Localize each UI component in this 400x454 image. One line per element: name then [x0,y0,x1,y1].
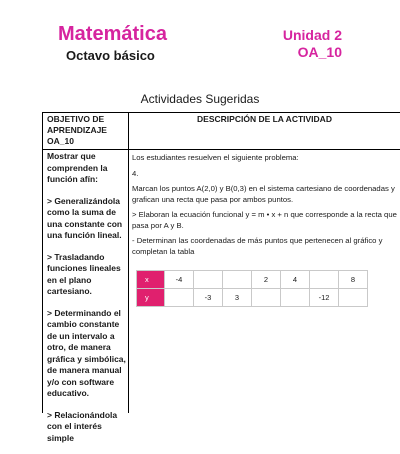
header-row-divider [43,149,400,150]
activity-description [132,153,400,262]
x-cell [310,271,339,289]
subject-title: Matemática [58,23,167,45]
x-cell: -4 [165,271,194,289]
y-cell [339,289,368,307]
oa-label: OA_10 [297,44,342,60]
y-label: y [137,289,165,307]
y-row [137,289,368,307]
x-cell [194,271,223,289]
y-cell [252,289,281,307]
unit-label: Unidad 2 [282,27,342,43]
x-cell: 8 [339,271,368,289]
objective-intro: Mostrar que comprenden la función afín: [47,151,108,184]
column-divider [128,113,129,413]
activity-description-header: DESCRIPCIÓN DE LA ACTIVIDAD [197,114,332,124]
objective-item: > Generalizándola como la suma de una constante con una función lineal. [47,195,123,240]
y-cell: -12 [310,289,339,307]
section-title: Actividades Sugeridas [140,92,260,106]
y-cell: -3 [194,289,223,307]
activity-problem: Marcan los puntos A(2,0) y B(0,3) en el sistema cartesiano de coordenadas y grafican una recta que pasa por ambos puntos. [132,184,395,204]
objective-item: > Determinando el cambio constante de un intervalo a otro, de manera gráfica y simbólica, de manera manual y/o con software educativo. [47,307,126,398]
y-cell [281,289,310,307]
activity-intro: Los estudiantes resuelven el siguiente problema: [132,153,299,162]
values-table [136,270,368,307]
x-row [137,271,368,289]
x-label: x [137,271,165,289]
activities-table [42,112,400,443]
objective-item: > Relacionándola con el interés simple [47,409,118,443]
y-cell [165,289,194,307]
x-cell [223,271,252,289]
document-header-left [58,22,167,63]
y-cell: 3 [223,289,252,307]
objective-header: OBJETIVO DE APRENDIZAJE OA_10 [47,114,107,146]
objective-item: > Trasladando funciones lineales en el plano cartesiano. [47,251,121,296]
grade-label: Octavo básico [66,48,155,63]
document-header-right [283,27,342,61]
activity-number: 4. [132,168,139,178]
activity-step-1: > Elaboran la ecuación funcional y = m • x + n que corresponde a la recta que pasa por A y B. [132,210,397,230]
x-cell: 2 [252,271,281,289]
activity-step-2: - Determinan las coordenadas de más puntos que pertenecen al gráfico y completan la tabla [132,236,383,256]
objectives-list [47,151,127,454]
x-cell: 4 [281,271,310,289]
